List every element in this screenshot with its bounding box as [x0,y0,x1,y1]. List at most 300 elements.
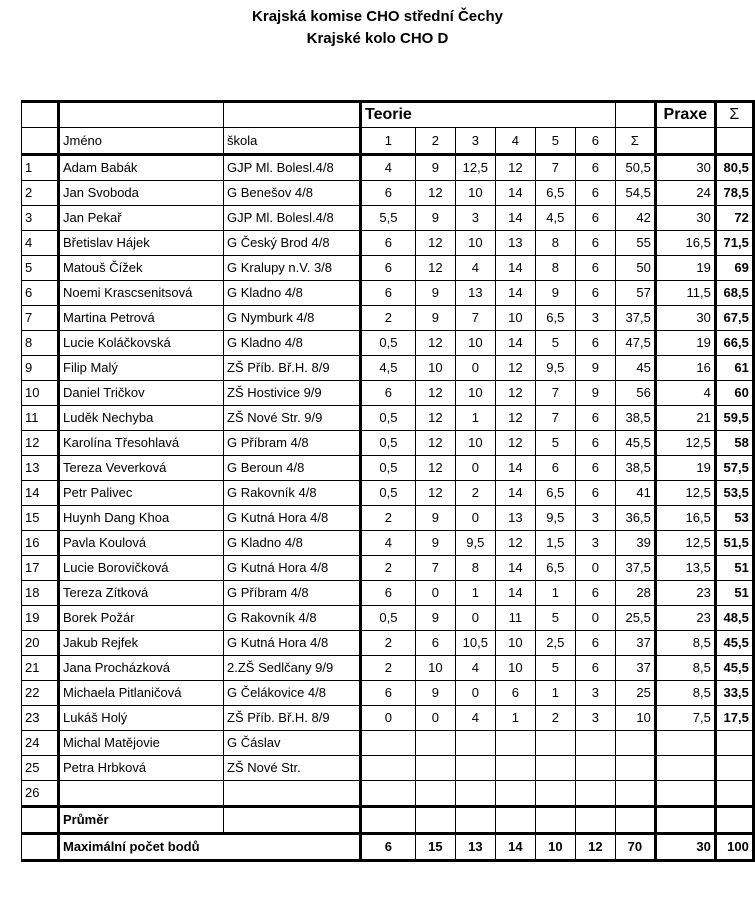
score-cell: 7 [415,556,455,581]
score-cell: 7 [535,406,575,431]
school-cell: G Rakovník 4/8 [224,481,361,506]
score-cell: 5,5 [361,206,416,231]
praxe-cell [655,731,715,756]
school-cell: ZŠ Příb. Bř.H. 8/9 [224,706,361,731]
rank-cell: 8 [22,331,59,356]
max-score: 10 [535,834,575,861]
score-cell: 6 [575,155,615,181]
teorie-sum-cell: 36,5 [615,506,655,531]
praxe-cell: 30 [655,155,715,181]
table-row [22,656,754,681]
praxe-cell: 4 [655,381,715,406]
rank-cell: 23 [22,706,59,731]
praxe-cell: 21 [655,406,715,431]
praxe-cell: 19 [655,331,715,356]
score-cell: 6 [361,581,416,606]
score-cell: 4 [361,155,416,181]
score-cell: 14 [495,556,535,581]
score-cell: 12 [495,431,535,456]
table-row [22,556,754,581]
score-cell: 0,5 [361,456,416,481]
rank-cell: 12 [22,431,59,456]
score-cell: 14 [495,181,535,206]
score-cell: 5 [535,606,575,631]
score-cell [415,731,455,756]
score-cell: 0 [455,456,495,481]
score-cell: 4 [361,531,416,556]
rank-cell: 18 [22,581,59,606]
score-cell: 12 [415,181,455,206]
jmeno-header: Jméno [59,128,224,155]
header-row-1 [22,102,754,128]
score-cell: 11 [495,606,535,631]
table-row [22,381,754,406]
score-cell: 6 [575,181,615,206]
score-cell: 9 [575,356,615,381]
score-cell: 1 [455,581,495,606]
rank-cell: 25 [22,756,59,781]
praxe-cell: 12,5 [655,481,715,506]
score-cell: 6,5 [535,306,575,331]
praxe-cell: 30 [655,306,715,331]
max-score: 15 [415,834,455,861]
praxe-cell: 8,5 [655,656,715,681]
teorie-sum-cell: 37 [615,631,655,656]
name-cell: Michaela Pitlaničová [59,681,224,706]
total-cell: 58 [715,431,753,456]
name-cell: Filip Malý [59,356,224,381]
score-cell: 9 [415,155,455,181]
score-cell: 3 [455,206,495,231]
max-row [22,834,754,861]
score-cell: 3 [575,306,615,331]
name-cell: Martina Petrová [59,306,224,331]
school-cell: G Příbram 4/8 [224,581,361,606]
score-cell: 6 [575,456,615,481]
total-cell: 61 [715,356,753,381]
teorie-sum-cell: 38,5 [615,406,655,431]
teorie-sum-cell: 54,5 [615,181,655,206]
name-cell: Jan Svoboda [59,181,224,206]
name-cell: Luděk Nechyba [59,406,224,431]
score-cell: 0 [455,681,495,706]
score-cell: 7 [535,381,575,406]
score-cell [575,731,615,756]
score-cell: 12 [415,331,455,356]
score-cell [361,781,416,807]
school-cell: G Kutná Hora 4/8 [224,506,361,531]
score-cell: 2,5 [535,631,575,656]
score-cell: 14 [495,331,535,356]
school-cell: G Benešov 4/8 [224,181,361,206]
score-cell: 0 [575,606,615,631]
table-row [22,406,754,431]
score-cell: 6 [575,281,615,306]
total-cell: 67,5 [715,306,753,331]
name-cell: Pavla Koulová [59,531,224,556]
score-cell: 10 [415,656,455,681]
total-cell: 68,5 [715,281,753,306]
q1-header: 1 [361,128,416,155]
total-cell [715,731,753,756]
school-cell: G Český Brod 4/8 [224,231,361,256]
teorie-sum-cell: 10 [615,706,655,731]
name-cell: Lukáš Holý [59,706,224,731]
score-cell: 12 [495,155,535,181]
table-row [22,531,754,556]
score-cell: 10 [455,331,495,356]
score-cell [455,731,495,756]
rank-cell: 19 [22,606,59,631]
name-cell: Michal Matějovie [59,731,224,756]
score-cell: 12 [415,381,455,406]
teorie-sum-cell: 47,5 [615,331,655,356]
praxe-cell: 16 [655,356,715,381]
score-cell [495,781,535,807]
score-cell [361,731,416,756]
name-cell: Huynh Dang Khoa [59,506,224,531]
school-cell: G Kutná Hora 4/8 [224,631,361,656]
score-cell: 10 [495,656,535,681]
name-cell: Petr Palivec [59,481,224,506]
q2-header: 2 [415,128,455,155]
score-cell: 9 [575,381,615,406]
score-cell: 1 [535,681,575,706]
praxe-cell: 23 [655,606,715,631]
praxe-cell: 8,5 [655,631,715,656]
score-cell: 6 [575,231,615,256]
score-cell: 0 [415,706,455,731]
score-cell: 12 [415,481,455,506]
score-cell: 14 [495,256,535,281]
rank-cell: 13 [22,456,59,481]
school-cell: ZŠ Příb. Bř.H. 8/9 [224,356,361,381]
max-score: 6 [361,834,416,861]
score-cell: 9 [415,531,455,556]
total-cell [715,781,753,807]
score-cell: 3 [575,531,615,556]
name-cell: Karolína Třesohlavá [59,431,224,456]
score-cell: 7 [535,155,575,181]
score-cell: 14 [495,456,535,481]
table-row [22,181,754,206]
score-cell [455,756,495,781]
school-cell: ZŠ Nové Str. 9/9 [224,406,361,431]
score-cell: 4,5 [535,206,575,231]
score-cell: 4 [455,256,495,281]
praxe-cell: 16,5 [655,506,715,531]
score-cell: 12 [415,231,455,256]
rank-cell: 21 [22,656,59,681]
total-cell: 51,5 [715,531,753,556]
score-cell: 3 [575,706,615,731]
rank-cell: 20 [22,631,59,656]
score-cell: 14 [495,281,535,306]
skola-header: škola [224,128,361,155]
score-cell: 14 [495,481,535,506]
table-row [22,506,754,531]
score-cell: 5 [535,656,575,681]
table-row [22,481,754,506]
score-cell: 6,5 [535,481,575,506]
total-cell: 51 [715,581,753,606]
table-row [22,206,754,231]
teorie-sum-cell: 38,5 [615,456,655,481]
table-row [22,681,754,706]
table-row [22,706,754,731]
score-cell: 6 [415,631,455,656]
score-cell: 0 [455,606,495,631]
score-cell [535,756,575,781]
rank-cell: 26 [22,781,59,807]
score-cell: 2 [361,656,416,681]
score-cell: 0,5 [361,406,416,431]
score-cell: 6 [575,631,615,656]
score-cell [575,781,615,807]
praxe-cell [655,781,715,807]
score-cell: 1 [455,406,495,431]
score-cell: 9 [415,206,455,231]
rank-cell: 6 [22,281,59,306]
score-cell: 0,5 [361,331,416,356]
rank-cell: 22 [22,681,59,706]
score-cell: 0,5 [361,431,416,456]
praxe-cell [655,756,715,781]
score-cell: 2 [535,706,575,731]
school-cell: G Příbram 4/8 [224,431,361,456]
table-row [22,456,754,481]
max-score: 13 [455,834,495,861]
score-cell: 3 [575,506,615,531]
school-cell: G Nymburk 4/8 [224,306,361,331]
score-cell: 10 [455,381,495,406]
school-cell: G Kutná Hora 4/8 [224,556,361,581]
score-cell: 10 [455,181,495,206]
praxe-cell: 11,5 [655,281,715,306]
score-cell: 3 [575,681,615,706]
teorie-sum-cell [615,781,655,807]
score-cell: 6 [575,481,615,506]
total-cell: 80,5 [715,155,753,181]
max-score: 12 [575,834,615,861]
score-cell: 6,5 [535,556,575,581]
total-cell: 17,5 [715,706,753,731]
score-cell: 10 [455,431,495,456]
teorie-sum-cell: 45 [615,356,655,381]
score-cell: 10 [415,356,455,381]
score-cell: 10,5 [455,631,495,656]
score-cell: 2 [361,506,416,531]
teorie-sum-cell: 57 [615,281,655,306]
school-cell: G Kladno 4/8 [224,531,361,556]
table-row [22,306,754,331]
school-cell: G Čáslav [224,731,361,756]
score-cell: 9 [415,506,455,531]
name-cell: Tereza Zítková [59,581,224,606]
rank-cell: 9 [22,356,59,381]
max-total: 100 [715,834,753,861]
score-cell: 6 [361,231,416,256]
score-cell: 2 [361,306,416,331]
score-cell: 12,5 [455,155,495,181]
rank-cell: 2 [22,181,59,206]
score-cell: 10 [455,231,495,256]
score-cell: 6 [361,281,416,306]
score-cell: 10 [495,306,535,331]
teorie-sum-cell: 45,5 [615,431,655,456]
total-cell: 69 [715,256,753,281]
score-cell [455,781,495,807]
teorie-sum-header: Σ [615,128,655,155]
score-cell: 13 [455,281,495,306]
score-cell: 8 [535,231,575,256]
score-cell: 6 [575,406,615,431]
score-cell: 6 [575,256,615,281]
total-cell: 66,5 [715,331,753,356]
teorie-sum-cell: 41 [615,481,655,506]
teorie-sum-cell: 37,5 [615,306,655,331]
table-row [22,356,754,381]
name-cell: Jana Procházková [59,656,224,681]
table-row [22,256,754,281]
teorie-sum-cell [615,756,655,781]
score-cell: 12 [415,406,455,431]
q5-header: 5 [535,128,575,155]
teorie-sum-cell: 25,5 [615,606,655,631]
rank-cell: 14 [22,481,59,506]
total-cell: 33,5 [715,681,753,706]
school-cell: 2.ZŠ Sedlčany 9/9 [224,656,361,681]
score-cell: 7 [455,306,495,331]
teorie-sum-cell: 56 [615,381,655,406]
school-cell: ZŠ Hostivice 9/9 [224,381,361,406]
q4-header: 4 [495,128,535,155]
score-cell: 9,5 [535,356,575,381]
table-row [22,731,754,756]
praxe-cell: 16,5 [655,231,715,256]
score-cell: 0 [575,556,615,581]
name-cell: Noemi Krascsenitsová [59,281,224,306]
score-cell: 4 [455,656,495,681]
total-cell: 71,5 [715,231,753,256]
score-cell: 8 [535,256,575,281]
table-row [22,281,754,306]
score-cell: 1,5 [535,531,575,556]
max-praxe: 30 [655,834,715,861]
teorie-sum-cell: 50,5 [615,155,655,181]
score-cell: 6 [361,381,416,406]
score-cell: 5 [535,431,575,456]
praxe-cell: 24 [655,181,715,206]
table-row [22,331,754,356]
teorie-sum-cell: 37 [615,656,655,681]
score-cell [495,731,535,756]
name-cell: Jakub Rejfek [59,631,224,656]
sigma-header: Σ [715,102,753,128]
score-cell: 12 [495,381,535,406]
score-cell: 4 [455,706,495,731]
rank-cell: 11 [22,406,59,431]
score-cell: 10 [495,631,535,656]
total-cell [715,756,753,781]
praxe-cell: 12,5 [655,531,715,556]
total-cell: 53,5 [715,481,753,506]
teorie-sum-cell [615,731,655,756]
score-cell [361,756,416,781]
page-subtitle: Krajské kolo CHO D [306,30,449,47]
q6-header: 6 [575,128,615,155]
max-sum: 70 [615,834,655,861]
score-cell: 0 [455,356,495,381]
score-cell [495,756,535,781]
score-cell: 14 [495,581,535,606]
score-cell: 14 [495,206,535,231]
name-cell: Lucie Koláčkovská [59,331,224,356]
table-row [22,756,754,781]
name-cell: Jan Pekař [59,206,224,231]
table-row [22,606,754,631]
name-cell: Tereza Veverková [59,456,224,481]
total-cell: 59,5 [715,406,753,431]
school-cell: G Kladno 4/8 [224,281,361,306]
name-cell [59,781,224,807]
score-cell: 13 [495,506,535,531]
score-cell: 9,5 [535,506,575,531]
score-cell: 12 [495,356,535,381]
table-row [22,431,754,456]
school-cell: GJP Ml. Bolesl.4/8 [224,155,361,181]
rank-cell: 16 [22,531,59,556]
praxe-cell: 19 [655,256,715,281]
rank-cell: 5 [22,256,59,281]
table-row [22,631,754,656]
teorie-sum-cell: 25 [615,681,655,706]
rank-cell: 17 [22,556,59,581]
school-cell [224,781,361,807]
teorie-sum-cell: 55 [615,231,655,256]
praxe-cell: 30 [655,206,715,231]
score-cell: 2 [361,631,416,656]
teorie-sum-cell: 42 [615,206,655,231]
score-cell: 0,5 [361,606,416,631]
score-cell: 2 [361,556,416,581]
score-cell [575,756,615,781]
rank-cell: 4 [22,231,59,256]
score-cell: 8 [455,556,495,581]
name-cell: Adam Babák [59,155,224,181]
total-cell: 51 [715,556,753,581]
score-cell: 0 [361,706,416,731]
score-cell: 9 [415,606,455,631]
score-cell: 5 [535,331,575,356]
name-cell: Matouš Čížek [59,256,224,281]
score-cell: 6 [361,681,416,706]
school-cell: GJP Ml. Bolesl.4/8 [224,206,361,231]
teorie-sum-cell: 37,5 [615,556,655,581]
max-label: Maximální počet bodů [59,834,361,861]
score-cell [535,731,575,756]
score-cell: 0 [415,581,455,606]
total-cell: 48,5 [715,606,753,631]
score-cell: 12 [415,431,455,456]
teorie-header: Teorie [361,102,416,128]
praxe-cell: 12,5 [655,431,715,456]
score-cell: 6 [361,181,416,206]
score-cell: 12 [495,531,535,556]
score-cell: 6 [361,256,416,281]
score-cell: 4,5 [361,356,416,381]
rank-cell: 7 [22,306,59,331]
